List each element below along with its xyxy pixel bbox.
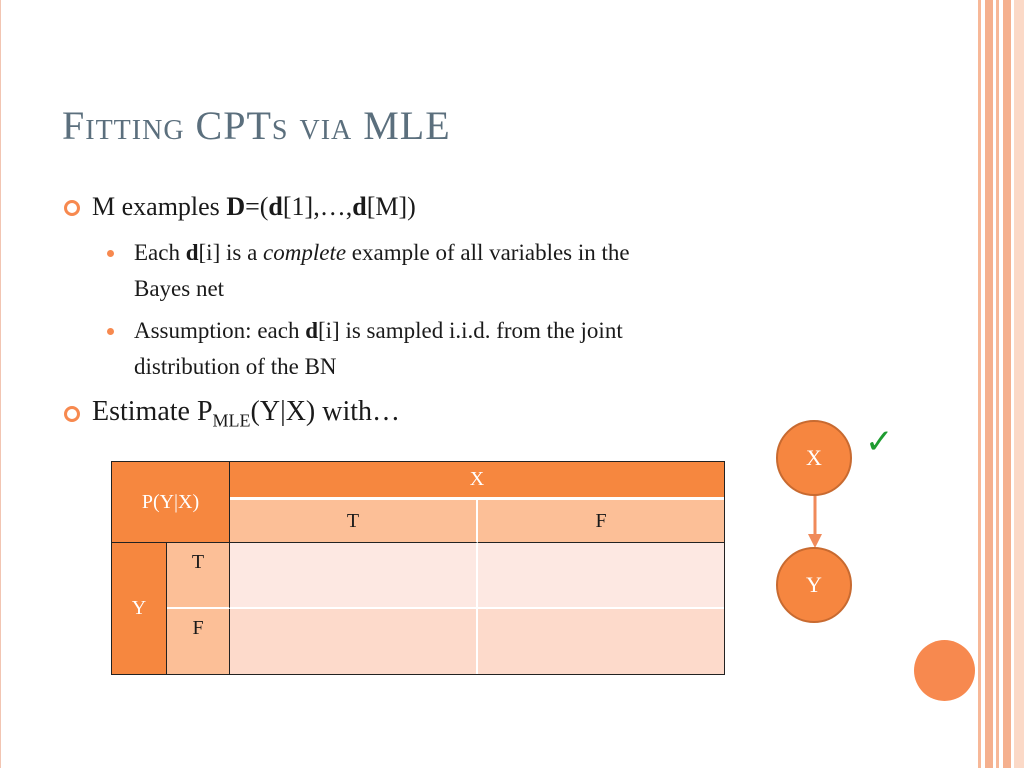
bullet-text: [i] is a <box>198 240 264 265</box>
bullet-text: distribution of the BN <box>134 354 337 379</box>
column-header-t: T <box>230 500 478 543</box>
slide-title: Fitting CPTs via MLE <box>62 103 451 148</box>
node-y: Y <box>776 547 852 623</box>
bullet-text: [1],…, <box>282 192 353 221</box>
edge-arrow <box>800 490 830 552</box>
bullet-text: example of all variables in the <box>346 240 630 265</box>
decor-stripe <box>1014 0 1024 768</box>
bullet-text: Assumption: each <box>134 318 306 343</box>
bullet-text: M examples <box>92 192 227 221</box>
sub-bullet-complete <box>134 235 630 307</box>
table-cell <box>230 609 478 674</box>
emphasis-text: complete <box>263 240 347 265</box>
bold-d-symbol: d <box>352 192 367 221</box>
row-variable-header: Y <box>112 543 167 674</box>
bullet-text: Each <box>134 240 186 265</box>
bullet-text: =( <box>245 192 269 221</box>
decor-stripe <box>1003 0 1011 768</box>
table-corner-header: P(Y|X) <box>112 462 230 543</box>
checkmark-icon: ✓ <box>865 422 894 462</box>
decor-stripe <box>996 0 999 768</box>
subscript-text: MLE <box>212 410 251 431</box>
bullet-examples <box>92 192 416 222</box>
bold-d-symbol: D <box>226 192 246 221</box>
decor-circle <box>914 640 975 701</box>
bold-d-symbol: d <box>305 318 318 343</box>
column-header-f: F <box>478 500 724 543</box>
bullet-text: [M]) <box>366 192 416 221</box>
table-cell <box>478 543 724 609</box>
bold-d-symbol: d <box>185 240 199 265</box>
row-header-f: F <box>167 609 230 674</box>
decor-stripe <box>978 0 981 768</box>
bullet-text: Estimate P <box>92 396 213 427</box>
cpt-table <box>111 461 725 675</box>
dot-bullet-icon <box>107 250 114 257</box>
dot-bullet-icon <box>107 328 114 335</box>
ring-bullet-icon <box>64 406 80 422</box>
slide-border <box>0 0 1 768</box>
table-cell <box>478 609 724 674</box>
bold-d-symbol: d <box>268 192 283 221</box>
bullet-text: Bayes net <box>134 276 225 301</box>
node-x: X <box>776 420 852 496</box>
row-header-t: T <box>167 543 230 609</box>
table-cell <box>230 543 478 609</box>
bullet-text: (Y|X) with… <box>250 396 401 427</box>
sub-bullet-assumption <box>134 313 623 385</box>
ring-bullet-icon <box>64 200 80 216</box>
decor-stripe <box>985 0 993 768</box>
column-variable-header: X <box>230 462 724 500</box>
bullet-estimate <box>92 396 400 432</box>
bullet-text: [i] is sampled i.i.d. from the joint <box>318 318 623 343</box>
